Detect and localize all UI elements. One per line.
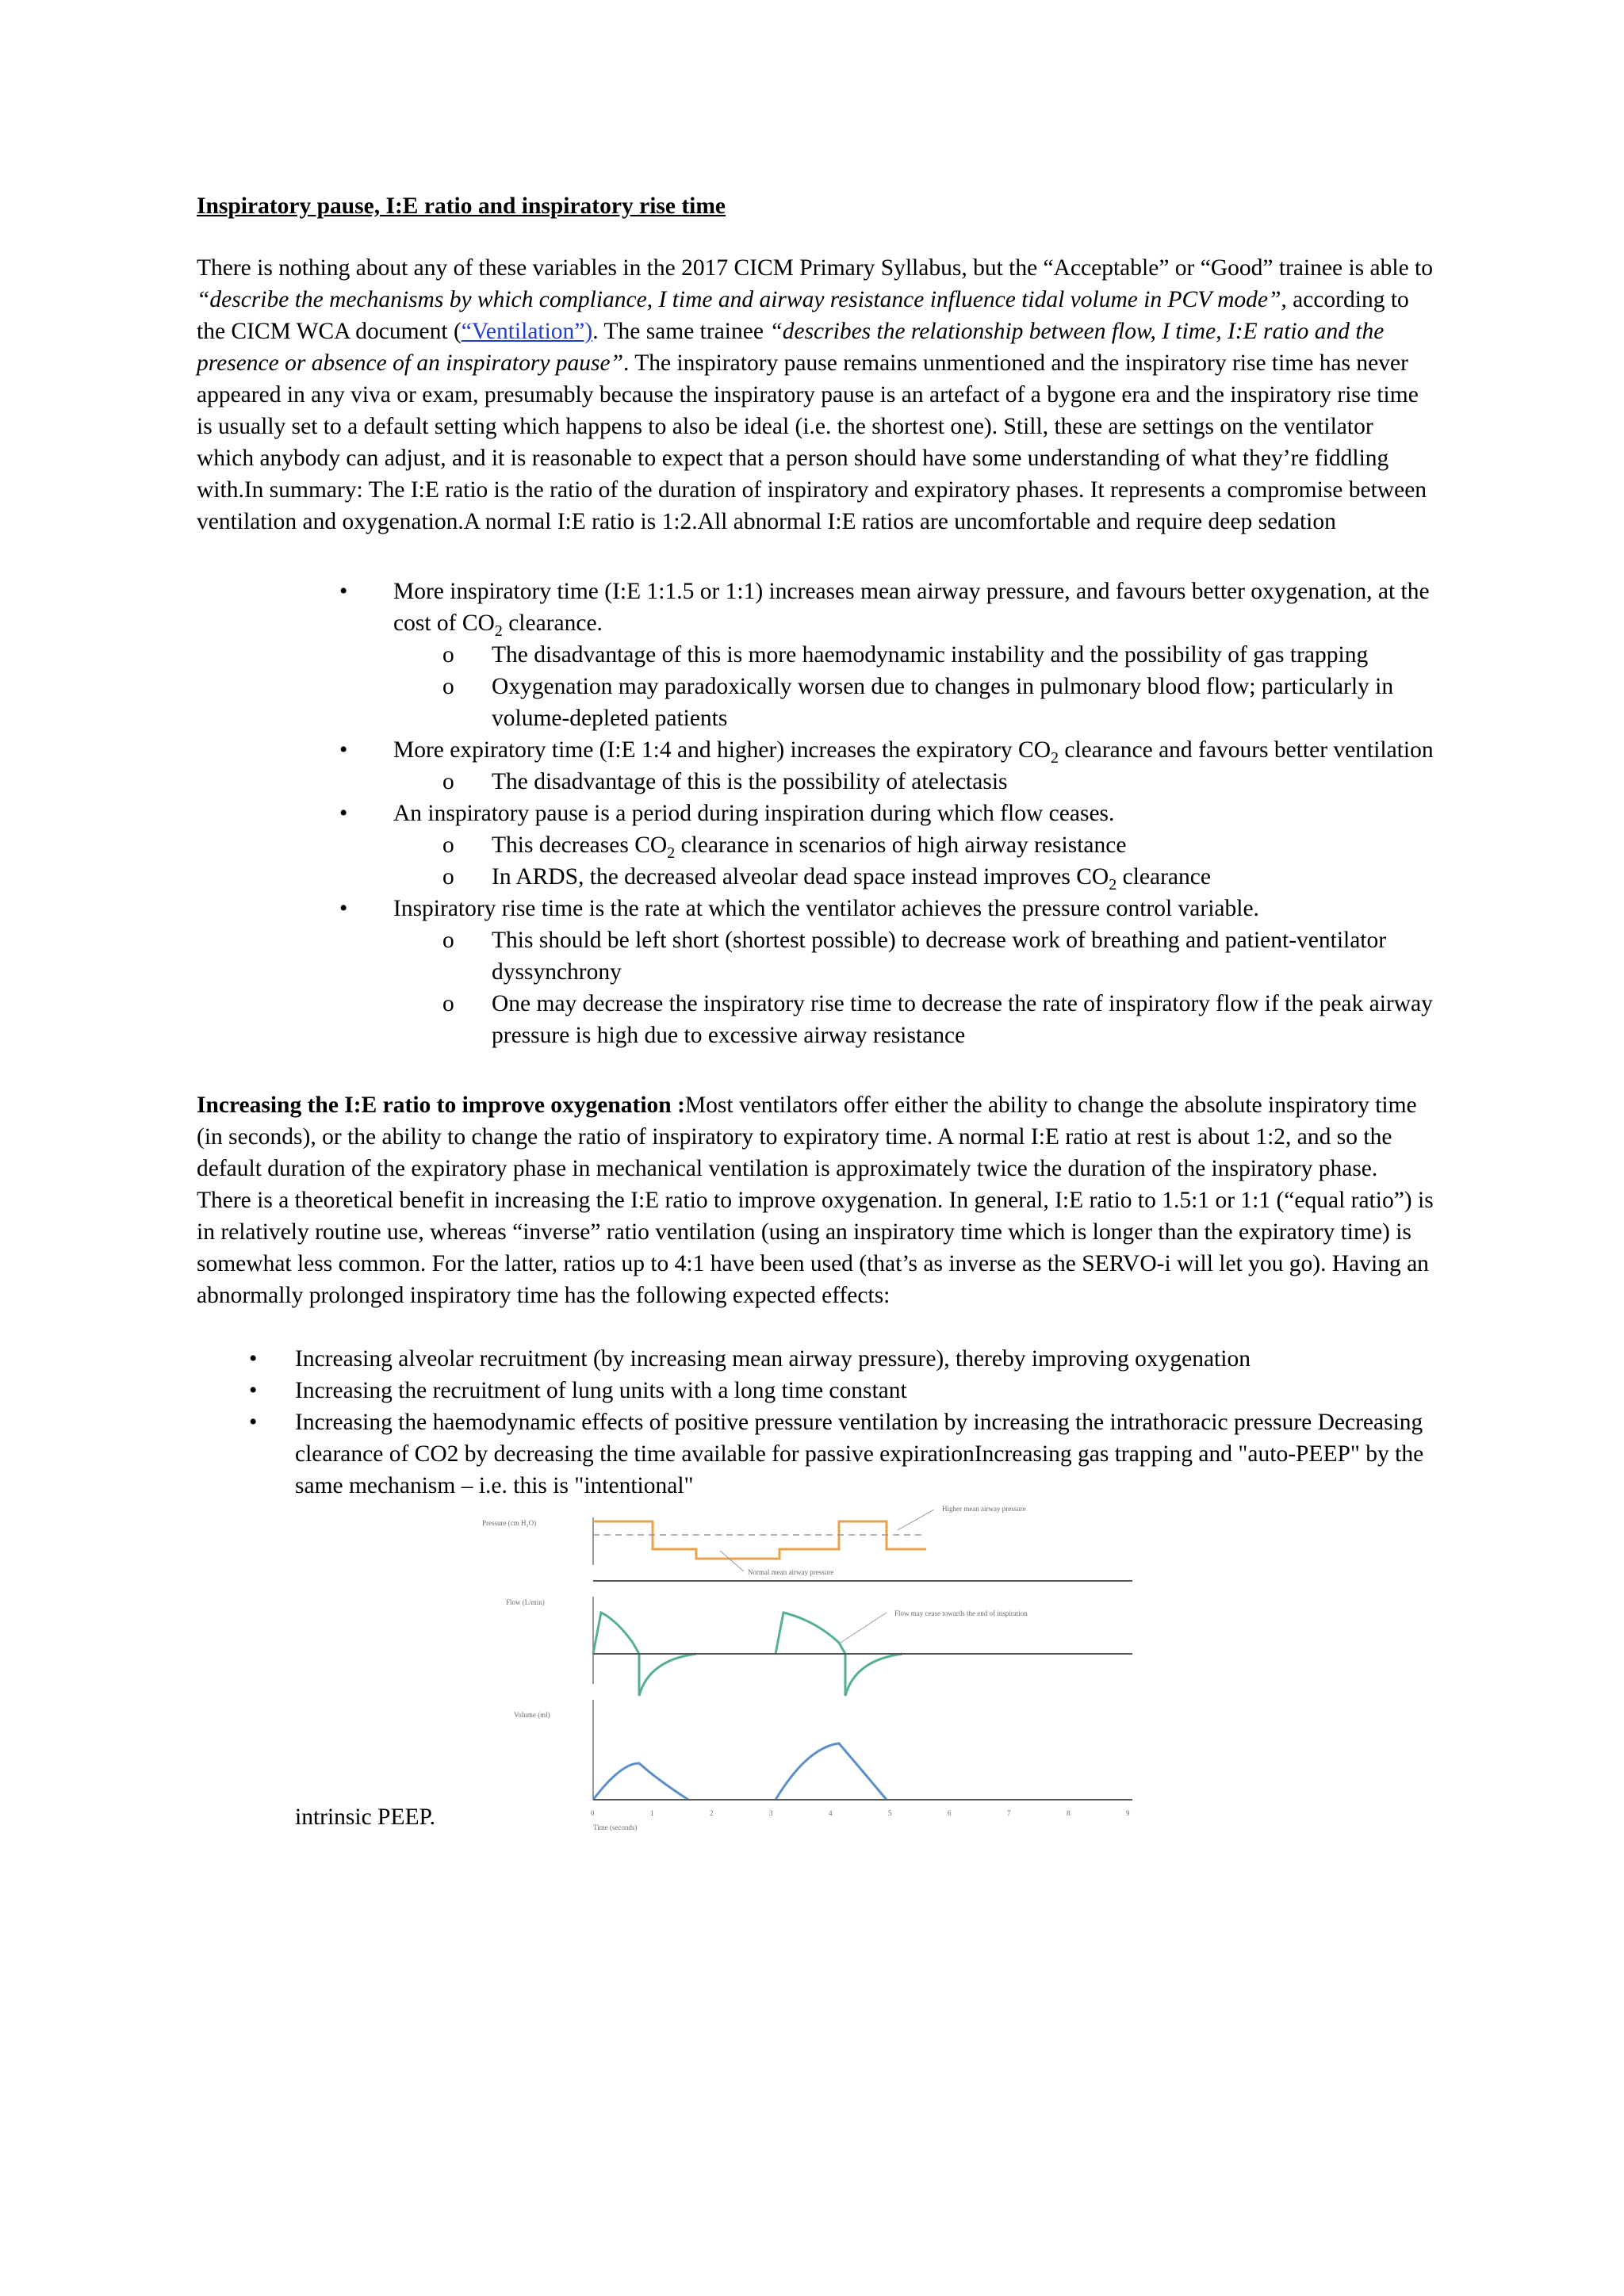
ventilation-link[interactable]: “Ventilation”) <box>461 319 593 344</box>
bullet-marker: • <box>249 1346 258 1372</box>
section-2-body: Most ventilators offer either the ability to change the absolute inspiratory time (in seconds), or the ability to change the ratio of inspiratory to expiratory time. A normal I:E ratio at rest is about 1:2, and so the default duration of the expiratory phase in mechanical ventilation is approximately twice the duration of the inspiratory phase. There is a theoretical benefit in increasing the I:E ratio to improve oxygenation. In general, I:E ratio to 1.5:1 or 1:1 (“equal ratio”) is in relatively routine use, whereas “inverse” ratio ventilation (using an inspiratory time which is longer than the expiratory time) is somewhat less common. For the latter, ratios up to 4:1 have been used (that’s as inverse as the SERVO-i will let you go). Having an abnormally prolonged inspiratory time has the following expected effects: <box>197 1093 1434 1308</box>
summary-bullet-list <box>197 576 1434 1051</box>
sub-bullet-marker: o <box>442 991 454 1016</box>
subscript: 2 <box>667 844 676 862</box>
bullet-marker: • <box>249 1378 258 1403</box>
item-text: Increasing the recruitment of lung units with a long time constant <box>295 1378 907 1403</box>
intro-text-2: according to the CICM WCA document ( <box>197 287 1409 344</box>
item-text: clearance and favours better ventilation <box>1059 737 1434 763</box>
section-2-paragraph <box>197 1089 1434 1311</box>
intro-text-3: . The same trainee <box>592 319 770 344</box>
sub-item-text: This should be left short (shortest possible) to decrease work of breathing and patient-ventilator dyssynchrony <box>492 928 1387 985</box>
sub-list-item <box>393 766 1434 798</box>
list-item <box>197 1375 1434 1406</box>
sub-list <box>393 766 1434 798</box>
sub-item-text: In ARDS, the decreased alveolar dead space instead improves CO <box>492 864 1109 890</box>
volume-axis-label: Volume (ml) <box>514 1711 550 1719</box>
flow-note-label: Flow may cease towards the end of inspiration <box>894 1609 1028 1617</box>
section-2-heading: Increasing the I:E ratio to improve oxygenation : <box>197 1093 685 1118</box>
sub-item-text: This decreases CO <box>492 832 668 858</box>
trailing-text: intrinsic PEEP. <box>295 1804 436 1830</box>
flow-note-leader <box>841 1613 887 1643</box>
time-tick-label: 5 <box>888 1809 892 1817</box>
item-text: More expiratory time (I:E 1:4 and higher) increases the expiratory CO <box>393 737 1051 763</box>
sub-item-text: clearance <box>1116 864 1211 890</box>
bullet-marker: • <box>339 737 348 763</box>
intro-quote-2: “describes the relationship between flow, I time, I:E ratio and the presence or absence of an inspiratory pause” <box>197 319 1385 376</box>
sub-bullet-marker: o <box>442 864 454 890</box>
sub-list-item <box>393 639 1434 671</box>
bullet-marker: • <box>339 801 348 826</box>
pressure-waveform <box>593 1521 926 1559</box>
sub-list-item <box>393 861 1434 893</box>
sub-list-item <box>393 988 1434 1051</box>
page-title: Inspiratory pause, I:E ratio and inspiratory rise time <box>197 193 726 219</box>
subscript: 2 <box>1109 875 1117 894</box>
pressure-axis-label: Pressure (cm H₂O) <box>482 1519 537 1527</box>
sub-bullet-marker: o <box>442 642 454 668</box>
list-item <box>197 1343 1434 1375</box>
list-item <box>197 734 1434 798</box>
sub-bullet-marker: o <box>442 832 454 858</box>
time-tick-label: 3 <box>769 1809 773 1817</box>
time-tick-label: 4 <box>829 1809 833 1817</box>
intro-text-4: . The inspiratory pause remains unmentioned and the inspiratory rise time has never appeared in any viva or exam, presumably because the inspiratory pause is an artefact of a bygone era and the inspiratory rise time is usually set to a default setting which happens to also be ideal (i.e. the shortest one). Still, these are settings on the ventilator which anybody can adjust, and it is reasonable to expect that a person should have some understanding of what they’re fiddling with.In summary: The I:E ratio is the ratio of the duration of inspiratory and expiratory phases. It represents a compromise between ventilation and oxygenation.A normal I:E ratio is 1:2.All abnormal I:E ratios are uncomfortable and require deep sedation <box>197 350 1427 534</box>
subscript: 2 <box>494 622 503 640</box>
normal-mean-label: Normal mean airway pressure <box>748 1568 834 1576</box>
time-ticks <box>591 1809 1130 1817</box>
document-body <box>197 190 1434 1843</box>
sub-item-text: The disadvantage of this is the possibility of atelectasis <box>492 769 1008 794</box>
effects-list <box>197 1343 1434 1502</box>
sub-list <box>393 639 1434 734</box>
flow-axis-label: Flow (L/min) <box>506 1598 545 1606</box>
bullet-marker: • <box>249 1410 258 1435</box>
time-tick-label: 2 <box>710 1809 714 1817</box>
time-tick-label: 7 <box>1007 1809 1011 1817</box>
time-tick-label: 1 <box>650 1809 654 1817</box>
sub-list-item <box>393 829 1434 861</box>
higher-mean-leader <box>898 1510 934 1530</box>
item-text: Inspiratory rise time is the rate at which the ventilator achieves the pressure control variable. <box>393 896 1259 921</box>
time-tick-label: 0 <box>591 1809 595 1817</box>
sub-item-text: The disadvantage of this is more haemodynamic instability and the possibility of gas trapping <box>492 642 1369 668</box>
bullet-marker: • <box>339 896 348 921</box>
list-item <box>197 893 1434 1051</box>
item-text: Increasing the haemodynamic effects of positive pressure ventilation by increasing the intrathoracic pressure Decreasing clearance of CO2 by decreasing the time available for passive expirationIncreasing gas trapping and "auto-PEEP" by the same mechanism – i.e. this is "intentional" <box>295 1410 1424 1498</box>
higher-mean-label: Higher mean airway pressure <box>942 1505 1026 1513</box>
item-text: clearance. <box>502 610 603 636</box>
time-axis-label: Time (seconds) <box>593 1823 638 1831</box>
sub-bullet-marker: o <box>442 928 454 953</box>
item-text: More inspiratory time (I:E 1:1.5 or 1:1) increases mean airway pressure, and favours better oxygenation, at the cost of CO <box>393 579 1430 636</box>
sub-bullet-marker: o <box>442 674 454 699</box>
time-tick-label: 9 <box>1126 1809 1130 1817</box>
sub-bullet-marker: o <box>442 769 454 794</box>
intro-quote-1: “describe the mechanisms by which compliance, I time and airway resistance influence tidal volume in PCV mode”, <box>197 287 1287 312</box>
time-tick-label: 6 <box>948 1809 952 1817</box>
sub-list-item <box>393 671 1434 734</box>
item-text: Increasing alveolar recruitment (by increasing mean airway pressure), thereby improving oxygenation <box>295 1346 1251 1372</box>
item-text: An inspiratory pause is a period during inspiration during which flow ceases. <box>393 801 1115 826</box>
intro-paragraph <box>197 252 1434 538</box>
figure-area <box>197 1502 1434 1843</box>
sub-list-item <box>393 924 1434 988</box>
bullet-marker: • <box>339 579 348 604</box>
subscript: 2 <box>1051 748 1059 767</box>
list-item <box>197 798 1434 893</box>
time-tick-label: 8 <box>1067 1809 1071 1817</box>
normal-mean-leader <box>720 1551 744 1571</box>
volume-waveform <box>593 1743 887 1800</box>
ventilator-waveform-figure <box>482 1502 1212 1835</box>
sub-item-text: clearance in scenarios of high airway resistance <box>675 832 1127 858</box>
sub-item-text: One may decrease the inspiratory rise time to decrease the rate of inspiratory flow if the peak airway pressure is high due to excessive airway resistance <box>492 991 1433 1048</box>
sub-list <box>393 924 1434 1051</box>
list-item <box>197 576 1434 734</box>
sub-item-text: Oxygenation may paradoxically worsen due to changes in pulmonary blood flow; particularly in volume-depleted patients <box>492 674 1394 731</box>
sub-list <box>393 829 1434 893</box>
list-item <box>197 1406 1434 1502</box>
intro-text-1: There is nothing about any of these variables in the 2017 CICM Primary Syllabus, but the “Acceptable” or “Good” trainee is able to <box>197 255 1433 281</box>
